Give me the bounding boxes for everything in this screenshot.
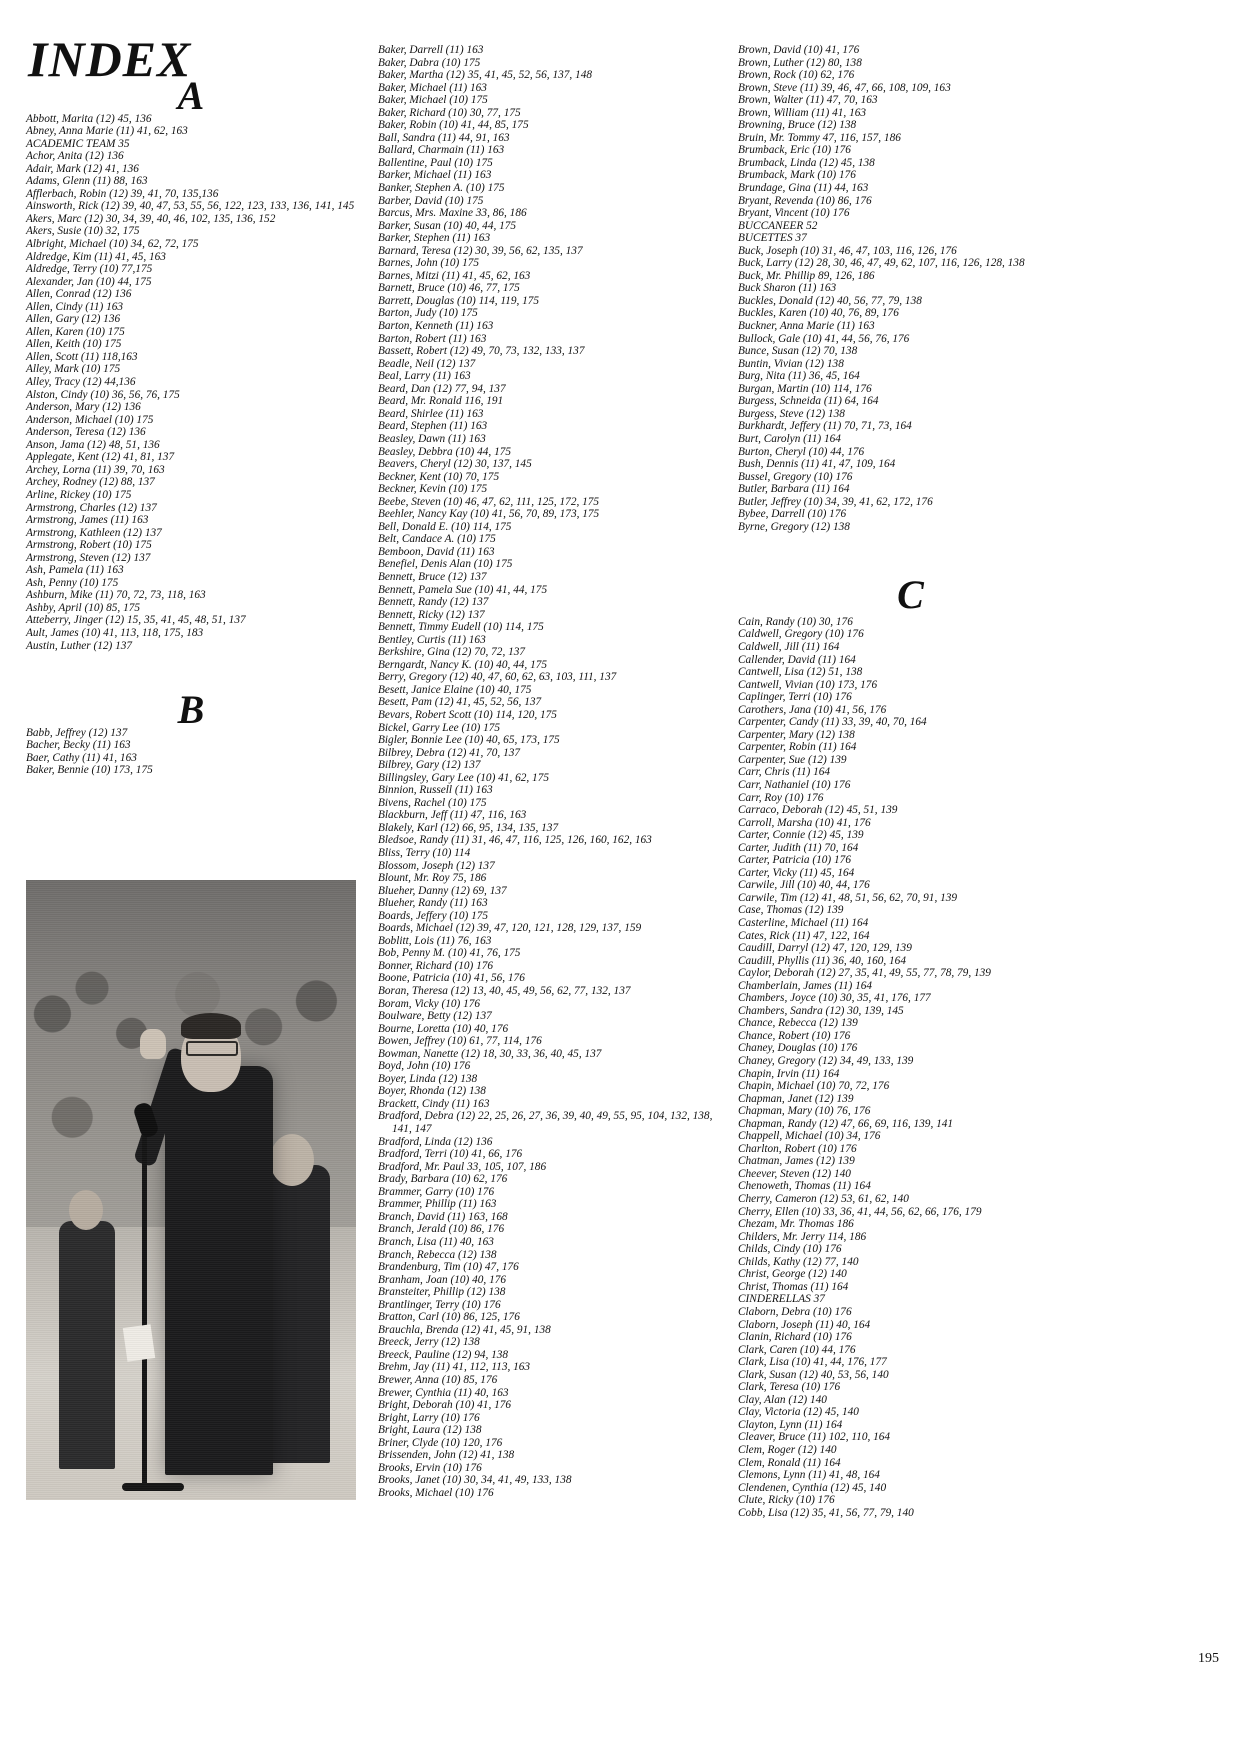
index-column-3 (738, 44, 1083, 1519)
index-entry: Boram, Vicky (10) 176 (378, 997, 481, 1010)
index-entry: Beasley, Debbra (10) 44, 175 (378, 445, 512, 458)
index-entry: Aldredge, Kim (11) 41, 45, 163 (26, 250, 166, 263)
index-entry: Burgess, Schneida (11) 64, 164 (738, 395, 879, 408)
index-entry: Brandenburg, Tim (10) 47, 176 (378, 1261, 519, 1274)
seated-person-left-head (69, 1190, 103, 1230)
index-entry: Cherry, Ellen (10) 33, 36, 41, 44, 56, 62, 66, 176, 179 (738, 1205, 982, 1218)
index-entry: Brumback, Eric (10) 176 (738, 144, 851, 157)
index-entry: Barton, Kenneth (11) 163 (378, 320, 494, 333)
index-entry: Bivens, Rachel (10) 175 (378, 796, 487, 809)
index-entry: Chatman, James (12) 139 (738, 1155, 855, 1168)
index-entry: Alexander, Jan (10) 44, 175 (26, 275, 152, 288)
index-entry: Baer, Cathy (11) 41, 163 (26, 751, 137, 764)
index-entry: Baker, Bennie (10) 173, 175 (26, 764, 153, 777)
index-entry: Branch, David (11) 163, 168 (378, 1210, 508, 1223)
index-entry: Carter, Connie (12) 45, 139 (738, 829, 864, 842)
index-entry: Barker, Susan (10) 40, 44, 175 (378, 219, 517, 232)
index-entry: Bradford, Terri (10) 41, 66, 176 (378, 1148, 523, 1161)
index-entry: Adams, Glenn (11) 88, 163 (26, 175, 148, 188)
index-entry: Clanin, Richard (10) 176 (738, 1331, 852, 1344)
index-entry: Clemons, Lynn (11) 41, 48, 164 (738, 1469, 880, 1482)
index-entry: Burgan, Martin (10) 114, 176 (738, 382, 872, 395)
index-entry: Chapman, Janet (12) 139 (738, 1092, 854, 1105)
index-entry: Carpenter, Sue (12) 139 (738, 753, 847, 766)
index-entry: Blueher, Randy (11) 163 (378, 897, 488, 910)
index-entry: Bennett, Randy (12) 137 (378, 596, 489, 609)
index-entry: Baker, Darrell (11) 163 (378, 44, 484, 56)
index-entry: Brauchla, Brenda (12) 41, 45, 91, 138 (378, 1323, 551, 1336)
index-entry: Blackburn, Jeff (11) 47, 116, 163 (378, 809, 527, 822)
index-entry: Bransteiter, Phillip (12) 138 (378, 1286, 506, 1299)
index-entry: Bradford, Debra (12) 22, 25, 26, 27, 36, 39, 40, 49, 55, 95, 104, 132, 138, 141, 147 (378, 1110, 713, 1136)
index-entry: Chambers, Joyce (10) 30, 35, 41, 176, 177 (738, 992, 931, 1005)
index-entry: Christ, George (12) 140 (738, 1268, 847, 1281)
index-entry: Cates, Rick (11) 47, 122, 164 (738, 929, 870, 942)
index-entry: Beckner, Kent (10) 70, 175 (378, 470, 500, 483)
index-entry: CINDERELLAS 37 (738, 1293, 825, 1306)
index-entry: Callender, David (11) 164 (738, 653, 856, 666)
index-entry: Briner, Clyde (10) 120, 176 (378, 1436, 503, 1449)
index-entry: Ashburn, Mike (11) 70, 72, 73, 118, 163 (26, 589, 206, 602)
index-entry: Childs, Kathy (12) 77, 140 (738, 1255, 859, 1268)
index-entry: Brundage, Gina (11) 44, 163 (738, 182, 869, 195)
index-entry: Charlton, Robert (10) 176 (738, 1142, 857, 1155)
index-entry: Clendenen, Cynthia (12) 45, 140 (738, 1481, 887, 1494)
index-entry: Bennett, Bruce (12) 137 (378, 570, 487, 583)
index-entry: Boyer, Rhonda (12) 138 (378, 1085, 486, 1098)
index-entry: Bennett, Timmy Eudell (10) 114, 175 (378, 621, 544, 634)
index-entry: Carwile, Jill (10) 40, 44, 176 (738, 879, 870, 892)
index-entry: Clem, Ronald (11) 164 (738, 1456, 841, 1469)
index-entry: Boran, Theresa (12) 13, 40, 45, 49, 56, 62, 77, 132, 137 (378, 985, 631, 998)
index-entry: Boyd, John (10) 176 (378, 1060, 471, 1073)
index-entry: Carraco, Deborah (12) 45, 51, 139 (738, 804, 898, 817)
index-entry: Beal, Larry (11) 163 (378, 370, 471, 383)
index-entry: Blakely, Karl (12) 66, 95, 134, 135, 137 (378, 821, 559, 834)
index-entry: Buck Sharon (11) 163 (738, 282, 837, 295)
index-entry: Binnion, Russell (11) 163 (378, 784, 493, 797)
index-entry: Boblitt, Lois (11) 76, 163 (378, 934, 492, 947)
speaker-hair (181, 1013, 241, 1039)
index-entry: Cheever, Steven (12) 140 (738, 1167, 851, 1180)
index-entry: Achor, Anita (12) 136 (26, 150, 124, 163)
index-entry: Ash, Penny (10) 175 (26, 576, 119, 589)
index-entry: Beckner, Kevin (10) 175 (378, 483, 488, 496)
index-entry: Casterline, Michael (11) 164 (738, 917, 869, 929)
index-entry: Buckles, Karen (10) 40, 76, 89, 176 (738, 307, 899, 320)
index-entry: Chaney, Douglas (10) 176 (738, 1042, 858, 1055)
index-entry: Bonner, Richard (10) 176 (378, 959, 494, 972)
index-entry: Brady, Barbara (10) 62, 176 (378, 1173, 508, 1186)
index-entry: Clay, Victoria (12) 45, 140 (738, 1406, 859, 1419)
index-entry: Blueher, Danny (12) 69, 137 (378, 884, 507, 897)
index-entry: Belt, Candace A. (10) 175 (378, 533, 496, 546)
index-entry: Brewer, Anna (10) 85, 176 (378, 1373, 498, 1386)
index-entry: Clark, Susan (12) 40, 53, 56, 140 (738, 1368, 889, 1381)
index-entry: Boyer, Linda (12) 138 (378, 1072, 478, 1085)
index-entry: Chapin, Michael (10) 70, 72, 176 (738, 1080, 890, 1093)
index-entry: Baker, Martha (12) 35, 41, 45, 52, 56, 137, 148 (378, 69, 592, 82)
index-entry: Bussel, Gregory (10) 176 (738, 470, 853, 483)
index-entry: Barker, Stephen (11) 163 (378, 232, 491, 245)
index-entry: Allen, Conrad (12) 136 (26, 288, 132, 301)
seated-person-left (59, 1221, 115, 1469)
index-entry: Barnard, Teresa (12) 30, 39, 56, 62, 135, 137 (378, 244, 583, 257)
index-entry: Breeck, Pauline (12) 94, 138 (378, 1348, 509, 1361)
index-entry: Bybee, Darrell (10) 176 (738, 508, 847, 521)
index-entry: Chapman, Mary (10) 76, 176 (738, 1105, 871, 1118)
page-title: INDEX (28, 31, 192, 87)
index-entry: Clark, Caren (10) 44, 176 (738, 1343, 856, 1356)
index-entry: Brown, Steve (11) 39, 46, 47, 66, 108, 109, 163 (738, 81, 951, 94)
index-entry: Carr, Roy (10) 176 (738, 791, 824, 804)
index-entry: Caldwell, Jill (11) 164 (738, 640, 840, 653)
index-entry: Beard, Dan (12) 77, 94, 137 (378, 382, 506, 395)
index-entry: Adair, Mark (12) 41, 136 (26, 162, 139, 175)
index-entry: Brewer, Cynthia (11) 40, 163 (378, 1386, 509, 1399)
speaker-body (165, 1066, 274, 1475)
index-entry: Albright, Michael (10) 34, 62, 72, 175 (26, 238, 199, 251)
index-entry: Buckles, Donald (12) 40, 56, 77, 79, 138 (738, 294, 922, 307)
eyeglasses-icon (186, 1041, 238, 1056)
index-entry: Anson, Jama (12) 48, 51, 136 (26, 438, 160, 451)
index-entry: Brissenden, John (12) 41, 138 (378, 1449, 515, 1462)
index-entry: Babb, Jeffrey (12) 137 (26, 726, 128, 739)
index-entry: Burg, Nita (11) 36, 45, 164 (738, 370, 860, 383)
index-entry: Ashby, April (10) 85, 175 (26, 601, 141, 614)
index-entry: Cherry, Cameron (12) 53, 61, 62, 140 (738, 1193, 909, 1206)
index-entry: Bowman, Nanette (12) 18, 30, 33, 36, 40, 45, 137 (378, 1047, 602, 1060)
index-entry: Brehm, Jay (11) 41, 112, 113, 163 (378, 1361, 531, 1374)
index-entry: Arline, Rickey (10) 175 (26, 488, 132, 501)
index-entry: Brantlinger, Terry (10) 176 (378, 1298, 501, 1311)
index-entry: Carpenter, Candy (11) 33, 39, 40, 70, 164 (738, 716, 927, 729)
index-entry: Brown, William (11) 41, 163 (738, 106, 867, 119)
index-entry: Abbott, Marita (12) 45, 136 (26, 112, 152, 125)
index-entry: Austin, Luther (12) 137 (26, 639, 133, 652)
index-entry: Bentley, Curtis (11) 163 (378, 633, 486, 646)
index-entry: Carter, Patricia (10) 176 (738, 854, 851, 867)
index-entry: Barcus, Mrs. Maxine 33, 86, 186 (378, 207, 527, 220)
index-entry: Bradford, Linda (12) 136 (378, 1135, 493, 1148)
letter-heading-a: A (177, 73, 205, 118)
index-entry: Chambers, Sandra (12) 30, 139, 145 (738, 1004, 904, 1017)
index-entry: Clayton, Lynn (11) 164 (738, 1418, 843, 1431)
index-entry: Caudill, Darryl (12) 47, 120, 129, 139 (738, 942, 912, 955)
index-entry: Caplinger, Terri (10) 176 (738, 691, 852, 704)
index-entry: Beehler, Nancy Kay (10) 41, 56, 70, 89, 173, 175 (378, 508, 600, 521)
index-entry: Bullock, Gale (10) 41, 44, 56, 76, 176 (738, 332, 910, 345)
index-entry: Bradford, Mr. Paul 33, 105, 107, 186 (378, 1160, 547, 1173)
index-entry: Carpenter, Mary (12) 138 (738, 728, 855, 741)
index-entry: Allen, Keith (10) 175 (26, 338, 122, 351)
index-entry: Cobb, Lisa (12) 35, 41, 56, 77, 79, 140 (738, 1506, 914, 1519)
index-entry: Bigler, Bonnie Lee (10) 40, 65, 173, 175 (378, 734, 560, 747)
index-entry: Ault, James (10) 41, 113, 118, 175, 183 (26, 626, 204, 639)
index-entry: Allen, Scott (11) 118,163 (26, 350, 138, 363)
index-entry: Chance, Rebecca (12) 139 (738, 1017, 858, 1030)
index-entry: Bunce, Susan (12) 70, 138 (738, 345, 858, 358)
index-entry: Brown, David (10) 41, 176 (738, 44, 860, 56)
index-entry: Carr, Nathaniel (10) 176 (738, 778, 851, 791)
index-entry: Baker, Dabra (10) 175 (378, 56, 481, 69)
index-entry: Bilbrey, Debra (12) 41, 70, 137 (378, 746, 521, 759)
index-entry: Alston, Cindy (10) 36, 56, 76, 175 (26, 388, 180, 401)
index-entry: Baker, Robin (10) 41, 44, 85, 175 (378, 119, 529, 132)
index-entry: Armstrong, Kathleen (12) 137 (26, 526, 162, 539)
index-entry: Anderson, Mary (12) 136 (26, 401, 141, 414)
entry-list-a (26, 113, 356, 653)
index-entry: Besett, Janice Elaine (10) 40, 175 (378, 683, 532, 696)
index-entry: Branch, Lisa (11) 40, 163 (378, 1235, 494, 1248)
index-entry: Baker, Michael (10) 175 (378, 94, 488, 107)
index-entry: Clark, Lisa (10) 41, 44, 176, 177 (738, 1356, 887, 1369)
microphone-stand (142, 1128, 147, 1488)
index-entry: Brown, Rock (10) 62, 176 (738, 69, 855, 82)
index-entry: Chapin, Irvin (11) 164 (738, 1067, 840, 1080)
index-entry: Beadle, Neil (12) 137 (378, 357, 476, 370)
index-entry: Baker, Michael (11) 163 (378, 81, 487, 94)
letter-heading-b: B (177, 687, 205, 733)
index-entry: Brumback, Linda (12) 45, 138 (738, 156, 875, 169)
index-entry: Barton, Robert (11) 163 (378, 332, 487, 345)
index-entry: Applegate, Kent (12) 41, 81, 137 (26, 451, 175, 464)
index-entry: Beard, Mr. Ronald 116, 191 (378, 395, 504, 408)
index-entry: Carpenter, Robin (11) 164 (738, 741, 857, 754)
index-entry: Bob, Penny M. (10) 41, 76, 175 (378, 947, 521, 960)
index-entry: Caldwell, Gregory (10) 176 (738, 628, 864, 641)
letter-heading-c: C (897, 572, 924, 618)
index-entry: Bell, Donald E. (10) 114, 175 (378, 520, 512, 533)
index-entry: Butler, Jeffrey (10) 34, 39, 41, 62, 172, 176 (738, 495, 933, 508)
index-entry: Bacher, Becky (11) 163 (26, 739, 131, 752)
index-entry: Bickel, Garry Lee (10) 175 (378, 721, 501, 734)
index-entry: Case, Thomas (12) 139 (738, 904, 844, 917)
index-entry: Benefiel, Denis Alan (10) 175 (378, 558, 513, 571)
index-entry: Cain, Randy (10) 30, 176 (738, 615, 853, 628)
index-entry: Bennett, Ricky (12) 137 (378, 608, 485, 621)
index-entry: Clem, Roger (12) 140 (738, 1443, 837, 1456)
index-entry: Bilbrey, Gary (12) 137 (378, 759, 481, 772)
index-entry: Barrett, Douglas (10) 114, 119, 175 (378, 294, 540, 307)
index-entry: Barker, Michael (11) 163 (378, 169, 492, 182)
index-entry: Bassett, Robert (12) 49, 70, 73, 132, 133, 137 (378, 345, 585, 358)
index-entry: Ainsworth, Rick (12) 39, 40, 47, 53, 55, 56, 122, 123, 133, 136, 141, 145 (26, 200, 355, 213)
index-entry: Berngardt, Nancy K. (10) 40, 44, 175 (378, 658, 548, 671)
index-entry: Beavers, Cheryl (12) 30, 137, 145 (378, 458, 532, 471)
index-entry: Ballard, Charmain (11) 163 (378, 144, 505, 157)
index-entry: Cantwell, Vivian (10) 173, 176 (738, 678, 878, 691)
index-entry: ACADEMIC TEAM 35 (26, 137, 130, 150)
index-entry: Bliss, Terry (10) 114 (378, 847, 471, 859)
index-entry: Chamberlain, James (11) 164 (738, 979, 873, 992)
index-entry: Bevars, Robert Scott (10) 114, 120, 175 (378, 708, 557, 721)
index-entry: Barnes, John (10) 175 (378, 257, 480, 270)
index-entry: Bryant, Revenda (10) 86, 176 (738, 194, 872, 207)
index-entry: Beard, Shirlee (11) 163 (378, 407, 484, 420)
index-entry: Brooks, Michael (10) 176 (378, 1486, 494, 1499)
index-entry: Chaney, Gregory (12) 34, 49, 133, 139 (738, 1055, 914, 1068)
index-entry: Chance, Robert (10) 176 (738, 1029, 851, 1042)
index-entry: Blossom, Joseph (12) 137 (378, 859, 495, 872)
page-number: 195 (1198, 1651, 1219, 1666)
index-entry: Archey, Rodney (12) 88, 137 (26, 476, 155, 489)
index-entry: Bennett, Pamela Sue (10) 41, 44, 175 (378, 583, 548, 596)
index-entry: Burt, Carolyn (11) 164 (738, 432, 841, 445)
index-entry: Berry, Gregory (12) 40, 47, 60, 62, 63, 103, 111, 137 (378, 671, 617, 684)
index-entry: Brown, Walter (11) 47, 70, 163 (738, 94, 878, 107)
index-entry: Childers, Mr. Jerry 114, 186 (738, 1230, 867, 1243)
index-entry: Buck, Mr. Phillip 89, 126, 186 (738, 269, 875, 282)
speaker-photograph (26, 880, 356, 1500)
index-entry: Carwile, Tim (12) 41, 48, 51, 56, 62, 70, 91, 139 (738, 891, 958, 904)
index-entry: Besett, Pam (12) 41, 45, 52, 56, 137 (378, 696, 542, 709)
index-entry: Bright, Deborah (10) 41, 176 (378, 1399, 512, 1412)
index-entry: BUCCANEER 52 (738, 219, 818, 232)
index-entry: Beasley, Dawn (11) 163 (378, 432, 486, 445)
index-entry: Anderson, Michael (10) 175 (26, 413, 154, 426)
index-entry: Chenoweth, Thomas (11) 164 (738, 1180, 871, 1193)
index-entry: Bratton, Carl (10) 86, 125, 176 (378, 1311, 520, 1324)
index-entry: Armstrong, Charles (12) 137 (26, 501, 157, 514)
index-entry: Chappell, Michael (10) 34, 176 (738, 1130, 881, 1143)
index-entry: Carothers, Jana (10) 41, 56, 176 (738, 703, 887, 716)
index-entry: Carr, Chris (11) 164 (738, 766, 831, 779)
index-entry: Butler, Barbara (11) 164 (738, 483, 850, 496)
index-entry: Byrne, Gregory (12) 138 (738, 520, 850, 533)
index-entry: Beebe, Steven (10) 46, 47, 62, 111, 125, 172, 175 (378, 495, 600, 508)
index-entry: Bruin, Mr. Tommy 47, 116, 157, 186 (738, 131, 901, 144)
index-entry: Chapman, Randy (12) 47, 66, 69, 116, 139, 141 (738, 1117, 954, 1130)
index-entry: Clark, Teresa (10) 176 (738, 1381, 841, 1394)
entry-list-b-col1 (26, 727, 356, 777)
index-entry: Burton, Cheryl (10) 44, 176 (738, 445, 865, 458)
index-entry: Carter, Vicky (11) 45, 164 (738, 866, 855, 879)
index-entry: Bourne, Loretta (10) 40, 176 (378, 1022, 509, 1035)
index-entry: Akers, Marc (12) 30, 34, 39, 40, 46, 102, 135, 136, 152 (26, 212, 276, 225)
index-column-2 (378, 44, 723, 1499)
index-entry: Bledsoe, Randy (11) 31, 46, 47, 116, 125, 126, 160, 162, 163 (378, 834, 652, 847)
index-entry: Boone, Patricia (10) 41, 56, 176 (378, 972, 525, 985)
index-entry: BUCETTES 37 (738, 232, 807, 245)
index-entry: Baker, Richard (10) 30, 77, 175 (378, 106, 521, 119)
index-entry: Branham, Joan (10) 40, 176 (378, 1273, 507, 1286)
index-column-1 (26, 44, 356, 777)
index-entry: Cleaver, Bruce (11) 102, 110, 164 (738, 1431, 891, 1444)
index-entry: Boulware, Betty (12) 137 (378, 1010, 492, 1023)
index-entry: Atteberry, Jinger (12) 15, 35, 41, 45, 48, 51, 137 (26, 614, 246, 627)
index-entry: Carroll, Marsha (10) 41, 176 (738, 816, 871, 829)
index-entry: Buck, Larry (12) 28, 30, 46, 47, 49, 62, 107, 116, 126, 128, 138 (738, 257, 1025, 270)
index-entry: Aldredge, Terry (10) 77,175 (26, 263, 153, 276)
microphone-base (122, 1483, 184, 1491)
index-entry: Berkshire, Gina (12) 70, 72, 137 (378, 646, 526, 659)
index-entry: Alley, Mark (10) 175 (26, 363, 121, 376)
index-entry: Buck, Joseph (10) 31, 46, 47, 103, 116, 126, 176 (738, 244, 957, 257)
index-entry: Brammer, Garry (10) 176 (378, 1185, 495, 1198)
index-entry: Burkhardt, Jeffery (11) 70, 71, 73, 164 (738, 420, 912, 433)
index-entry: Bush, Dennis (11) 41, 47, 109, 164 (738, 458, 896, 471)
index-entry: Barber, David (10) 175 (378, 194, 484, 207)
index-entry: Boards, Michael (12) 39, 47, 120, 121, 128, 129, 137, 159 (378, 922, 642, 935)
index-entry: Barnes, Mitzi (11) 41, 45, 62, 163 (378, 269, 531, 282)
index-entry: Akers, Susie (10) 32, 175 (26, 225, 140, 238)
index-entry: Beard, Stephen (11) 163 (378, 420, 488, 433)
index-entry: Armstrong, Robert (10) 175 (26, 539, 152, 552)
index-entry: Brooks, Ervin (10) 176 (378, 1461, 482, 1474)
index-entry: Armstrong, Steven (12) 137 (26, 551, 151, 564)
index-entry: Branch, Rebecca (12) 138 (378, 1248, 497, 1261)
index-entry: Ball, Sandra (11) 44, 91, 163 (378, 131, 510, 144)
index-entry: Boards, Jeffery (10) 175 (378, 909, 489, 922)
index-entry: Brammer, Phillip (11) 163 (378, 1198, 497, 1211)
index-entry: Bemboon, David (11) 163 (378, 545, 495, 558)
index-entry: Buckner, Anna Marie (11) 163 (738, 320, 875, 333)
held-paper (123, 1325, 155, 1363)
index-entry: Caudill, Phyllis (11) 36, 40, 160, 164 (738, 954, 906, 967)
index-entry: Bryant, Vincent (10) 176 (738, 207, 850, 220)
index-entry: Branch, Jerald (10) 86, 176 (378, 1223, 505, 1236)
index-entry: Banker, Stephen A. (10) 175 (378, 182, 505, 195)
index-entry: Clay, Alan (12) 140 (738, 1393, 827, 1406)
index-entry: Breeck, Jerry (12) 138 (378, 1336, 480, 1349)
index-entry: Carter, Judith (11) 70, 164 (738, 841, 859, 854)
index-entry: Bowen, Jeffrey (10) 61, 77, 114, 176 (378, 1035, 542, 1048)
index-entry: Allen, Gary (12) 136 (26, 313, 121, 326)
index-entry: Clute, Ricky (10) 176 (738, 1494, 835, 1507)
index-entry: Buntin, Vivian (12) 138 (738, 357, 844, 370)
index-entry: Billingsley, Gary Lee (10) 41, 62, 175 (378, 771, 549, 784)
index-entry: Anderson, Teresa (12) 136 (26, 426, 146, 439)
index-entry: Cantwell, Lisa (12) 51, 138 (738, 666, 863, 679)
index-entry: Chezam, Mr. Thomas 186 (738, 1218, 854, 1231)
index-entry: Ash, Pamela (11) 163 (26, 564, 124, 577)
index-entry: Brackett, Cindy (11) 163 (378, 1097, 490, 1110)
index-entry: Christ, Thomas (11) 164 (738, 1280, 849, 1293)
index-entry: Abney, Anna Marie (11) 41, 62, 163 (26, 125, 188, 138)
index-entry: Brumback, Mark (10) 176 (738, 169, 856, 182)
speaker-raised-hand (140, 1029, 166, 1059)
index-entry: Caylor, Deborah (12) 27, 35, 41, 49, 55, 77, 78, 79, 139 (738, 967, 991, 980)
index-entry: Brooks, Janet (10) 30, 34, 41, 49, 133, 138 (378, 1474, 572, 1487)
index-entry: Childs, Cindy (10) 176 (738, 1243, 842, 1256)
index-entry: Claborn, Debra (10) 176 (738, 1305, 852, 1318)
index-entry: Bright, Larry (10) 176 (378, 1411, 480, 1424)
index-entry: Browning, Bruce (12) 138 (738, 119, 857, 132)
index-entry: Allen, Cindy (11) 163 (26, 300, 124, 313)
index-entry: Blount, Mr. Roy 75, 186 (378, 872, 487, 885)
index-entry: Barnett, Bruce (10) 46, 77, 175 (378, 282, 520, 295)
index-entry: Afflerbach, Robin (12) 39, 41, 70, 135,136 (26, 187, 219, 200)
index-entry: Burgess, Steve (12) 138 (738, 407, 845, 420)
index-entry: Claborn, Joseph (11) 40, 164 (738, 1318, 871, 1331)
index-entry: Allen, Karen (10) 175 (26, 325, 125, 338)
index-entry: Ballentine, Paul (10) 175 (378, 156, 493, 169)
index-entry: Barton, Judy (10) 175 (378, 307, 478, 320)
index-entry: Brown, Luther (12) 80, 138 (738, 56, 862, 69)
index-entry: Armstrong, James (11) 163 (26, 514, 149, 527)
index-entry: Bright, Laura (12) 138 (378, 1424, 482, 1437)
index-entry: Archey, Lorna (11) 39, 70, 163 (26, 463, 165, 476)
index-entry: Alley, Tracy (12) 44,136 (26, 376, 136, 389)
